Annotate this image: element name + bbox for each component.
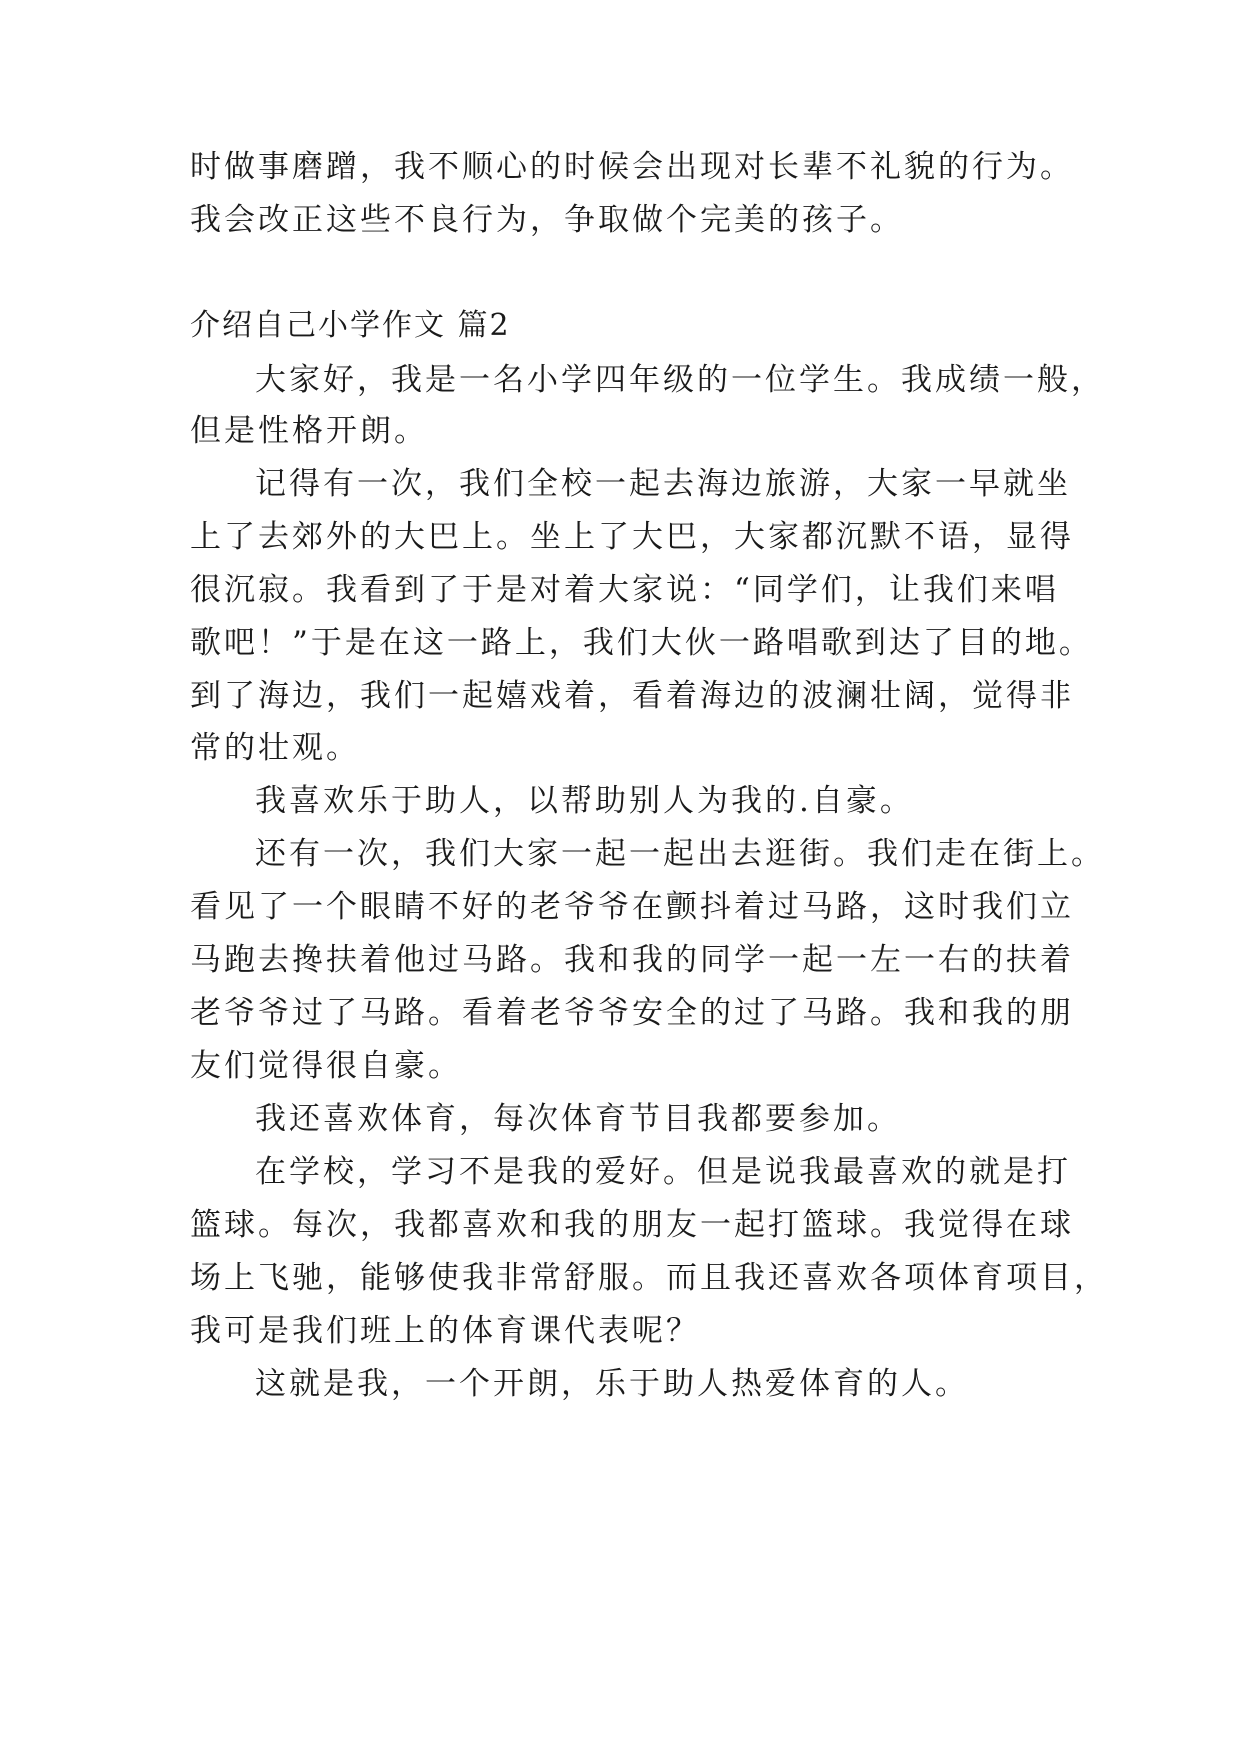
paragraph-line: 歌吧！”于是在这一路上，我们大伙一路唱歌到达了目的地。 [190,625,1093,661]
paragraph-first-line: 在学校，学习不是我的爱好。但是说我最喜欢的就是打 [255,1154,1071,1190]
paragraph-line: 常的壮观。 [190,730,360,766]
text-line: 时做事磨蹭，我不顺心的时候会出现对长辈不礼貌的行为。 [190,149,1074,185]
paragraph-line: 但是性格开朗。 [190,413,428,449]
paragraph-line: 马跑去搀扶着他过马路。我和我的同学一起一左一右的扶着 [190,942,1074,978]
section-title: 介绍自己小学作文 篇2 [190,308,511,343]
paragraph-line: 很沉寂。我看到了于是对着大家说：“同学们，让我们来唱 [190,572,1059,608]
paragraph-line: 场上飞驰，能够使我非常舒服。而且我还喜欢各项体育项目， [190,1260,1108,1296]
paragraph-line: 老爷爷过了马路。看着老爷爷安全的过了马路。我和我的朋 [190,995,1074,1031]
paragraph-first-line: 我喜欢乐于助人，以帮助别人为我的.自豪。 [255,783,914,819]
paragraph-first-line: 还有一次，我们大家一起一起出去逛街。我们走在街上。 [255,836,1105,872]
paragraph-line: 我可是我们班上的体育课代表呢？ [190,1313,700,1349]
paragraph-first-line: 大家好，我是一名小学四年级的一位学生。我成绩一般， [255,362,1105,398]
paragraph-line: 看见了一个眼睛不好的老爷爷在颤抖着过马路，这时我们立 [190,889,1074,925]
text-line: 我会改正这些不良行为，争取做个完美的孩子。 [190,202,904,238]
paragraph-line: 篮球。每次，我都喜欢和我的朋友一起打篮球。我觉得在球 [190,1207,1074,1243]
paragraph-line: 友们觉得很自豪。 [190,1048,462,1084]
paragraph-first-line: 记得有一次，我们全校一起去海边旅游，大家一早就坐 [255,466,1071,502]
paragraph-first-line: 这就是我，一个开朗，乐于助人热爱体育的人。 [255,1366,969,1402]
paragraph-line: 到了海边，我们一起嬉戏着，看着海边的波澜壮阔，觉得非 [190,678,1074,714]
paragraph-first-line: 我还喜欢体育，每次体育节目我都要参加。 [255,1101,901,1137]
paragraph-line: 上了去郊外的大巴上。坐上了大巴，大家都沉默不语，显得 [190,519,1074,555]
